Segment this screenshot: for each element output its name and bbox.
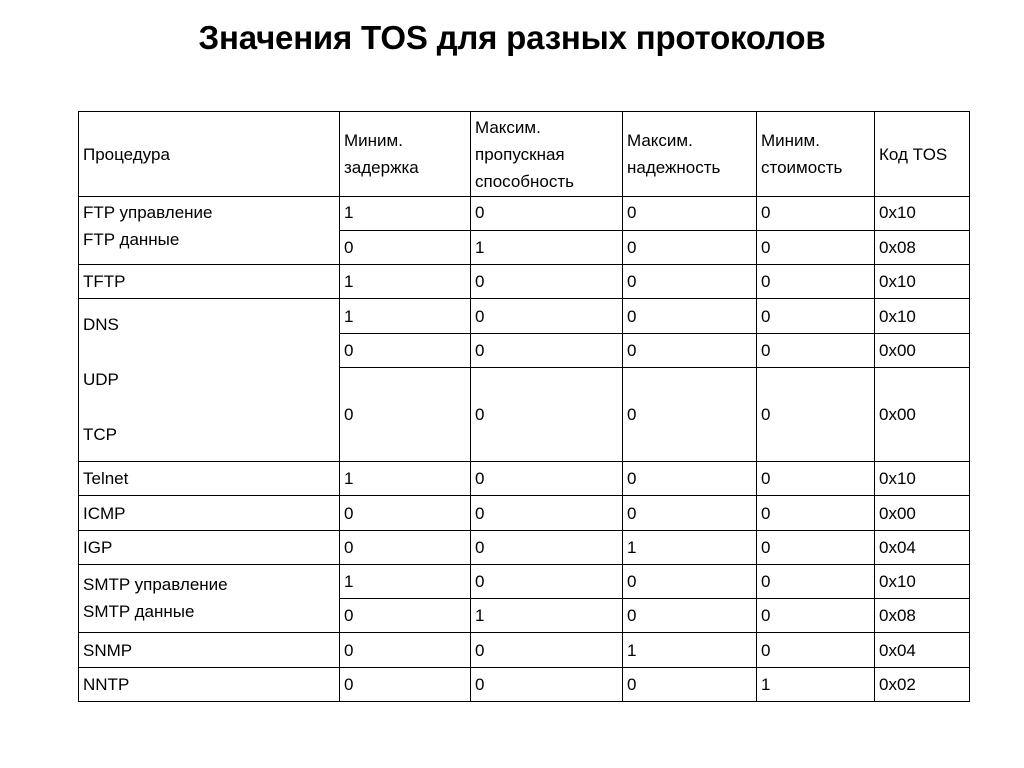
value-cell: 0 bbox=[757, 496, 875, 531]
header-max-throughput: Максим. пропускная способность bbox=[471, 112, 623, 197]
value-cell: 0 bbox=[471, 368, 623, 462]
value-cell: 0 bbox=[623, 197, 757, 231]
value-cell: 0x02 bbox=[875, 668, 970, 702]
value-cell: 0 bbox=[471, 565, 623, 599]
value-cell: 0 bbox=[471, 334, 623, 368]
value-cell: 0 bbox=[757, 565, 875, 599]
value-cell: 0x00 bbox=[875, 368, 970, 462]
value-cell: 0 bbox=[757, 633, 875, 668]
value-cell: 0 bbox=[623, 265, 757, 299]
table-row bbox=[79, 299, 970, 334]
header-procedure: Процедура bbox=[79, 112, 340, 197]
value-cell: 0 bbox=[340, 496, 471, 531]
value-cell: 0 bbox=[623, 496, 757, 531]
header-min-cost: Миним. стоимость bbox=[757, 112, 875, 197]
value-cell: 0x10 bbox=[875, 197, 970, 231]
value-cell: 0 bbox=[340, 334, 471, 368]
header-max-reliability: Максим. надежность bbox=[623, 112, 757, 197]
value-cell: 0 bbox=[757, 334, 875, 368]
value-cell: 0 bbox=[471, 265, 623, 299]
value-cell: 0 bbox=[623, 565, 757, 599]
value-cell: 1 bbox=[340, 565, 471, 599]
table-row bbox=[79, 531, 970, 565]
value-cell: 0 bbox=[623, 368, 757, 462]
value-cell: 0x00 bbox=[875, 334, 970, 368]
header-row bbox=[79, 112, 970, 197]
header-min-delay: Миним. задержка bbox=[340, 112, 471, 197]
value-cell: 0 bbox=[340, 231, 471, 265]
value-cell: 0x10 bbox=[875, 565, 970, 599]
procedure-cell-igp: IGP bbox=[79, 531, 340, 565]
value-cell: 0x10 bbox=[875, 299, 970, 334]
value-cell: 1 bbox=[340, 265, 471, 299]
value-cell: 0 bbox=[623, 299, 757, 334]
value-cell: 0 bbox=[340, 531, 471, 565]
table-row bbox=[79, 565, 970, 599]
value-cell: 0 bbox=[471, 496, 623, 531]
value-cell: 1 bbox=[340, 197, 471, 231]
value-cell: 1 bbox=[471, 599, 623, 633]
value-cell: 0 bbox=[471, 462, 623, 496]
procedure-cell-telnet: Telnet bbox=[79, 462, 340, 496]
value-cell: 0 bbox=[757, 299, 875, 334]
value-cell: 0x08 bbox=[875, 231, 970, 265]
procedure-cell-tftp: TFTP bbox=[79, 265, 340, 299]
value-cell: 0 bbox=[340, 633, 471, 668]
value-cell: 0 bbox=[623, 599, 757, 633]
value-cell: 0 bbox=[757, 197, 875, 231]
value-cell: 0 bbox=[471, 531, 623, 565]
procedure-cell-ftp: FTP управление FTP данные bbox=[79, 197, 340, 265]
value-cell: 0x10 bbox=[875, 462, 970, 496]
value-cell: 0 bbox=[471, 197, 623, 231]
value-cell: 1 bbox=[471, 231, 623, 265]
value-cell: 0 bbox=[471, 668, 623, 702]
value-cell: 0 bbox=[623, 668, 757, 702]
value-cell: 0 bbox=[757, 462, 875, 496]
table-row bbox=[79, 633, 970, 668]
value-cell: 0 bbox=[757, 265, 875, 299]
value-cell: 1 bbox=[623, 633, 757, 668]
page-title: Значения TOS для разных протоколов bbox=[198, 19, 826, 56]
procedure-cell-snmp: SNMP bbox=[79, 633, 340, 668]
procedure-cell-smtp: SMTP управление SMTP данные bbox=[79, 565, 340, 633]
value-cell: 0 bbox=[340, 368, 471, 462]
tos-table bbox=[78, 111, 970, 702]
value-cell: 0 bbox=[757, 531, 875, 565]
value-cell: 0x00 bbox=[875, 496, 970, 531]
value-cell: 0 bbox=[471, 633, 623, 668]
value-cell: 1 bbox=[757, 668, 875, 702]
value-cell: 0x08 bbox=[875, 599, 970, 633]
procedure-cell-icmp: ICMP bbox=[79, 496, 340, 531]
value-cell: 0x10 bbox=[875, 265, 970, 299]
value-cell: 1 bbox=[623, 531, 757, 565]
value-cell: 0 bbox=[340, 599, 471, 633]
value-cell: 0 bbox=[623, 334, 757, 368]
value-cell: 0x04 bbox=[875, 531, 970, 565]
table-row bbox=[79, 496, 970, 531]
header-tos-code: Код TOS bbox=[875, 112, 970, 197]
value-cell: 0 bbox=[471, 299, 623, 334]
table-row bbox=[79, 462, 970, 496]
value-cell: 1 bbox=[340, 462, 471, 496]
table-row bbox=[79, 265, 970, 299]
procedure-cell-dns-udp-tcp: DNS UDP TCP bbox=[79, 299, 340, 462]
value-cell: 0x04 bbox=[875, 633, 970, 668]
value-cell: 1 bbox=[340, 299, 471, 334]
value-cell: 0 bbox=[340, 668, 471, 702]
value-cell: 0 bbox=[757, 368, 875, 462]
value-cell: 0 bbox=[623, 231, 757, 265]
table-row bbox=[79, 197, 970, 231]
procedure-cell-nntp: NNTP bbox=[79, 668, 340, 702]
value-cell: 0 bbox=[623, 462, 757, 496]
table-row bbox=[79, 668, 970, 702]
value-cell: 0 bbox=[757, 231, 875, 265]
value-cell: 0 bbox=[757, 599, 875, 633]
